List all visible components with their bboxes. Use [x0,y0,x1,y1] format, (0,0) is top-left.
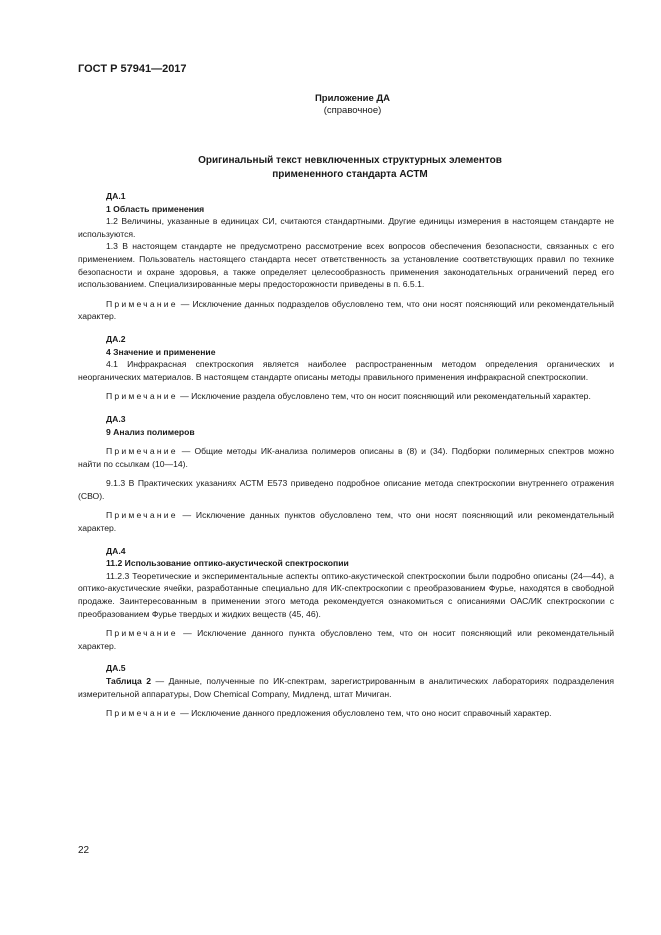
section-heading-da4: 11.2 Использование оптико-акустической спектроскопии [106,558,349,569]
document-title [80,154,620,182]
title-line-1: Оригинальный текст невключенных структурных элементов [198,155,502,166]
section-label-da3: ДА.3 [106,413,126,424]
note-word: Примечание [106,708,178,719]
note-da3-2 [78,509,614,534]
table-caption-text: — Данные, полученные по ИК-спектрам, зарегистрированным в аналитических лабораториях подразделения измерительной аппаратуры, Dow Chemical Company, Мидленд, штат Мичиган. [78,676,614,699]
note-word: Примечание [106,628,178,639]
note-text: — Исключение раздела обусловлено тем, что он носит поясняющий или рекомендательный характер. [177,391,591,402]
title-line-2: примененного стандарта АСТМ [272,169,428,180]
section-label-da2: ДА.2 [106,333,126,344]
note-da4 [78,627,614,652]
document-body [78,190,614,720]
section-label-da4: ДА.4 [106,545,126,556]
note-da5 [78,707,614,720]
note-da1 [78,298,614,323]
paragraph-table-2 [78,675,614,700]
note-text: — Исключение данного предложения обусловлено тем, что оно носит справочный характер. [177,708,552,719]
note-da2 [78,390,614,403]
note-word: Примечание [106,298,178,309]
note-da3-1 [78,445,614,470]
section-heading-da3: 9 Анализ полимеров [106,426,195,437]
note-text: — Общие методы ИК-анализа полимеров описаны в (8) и (34). Подборки полимерных спектров можно найти по ссылкам (10—14). [78,446,614,469]
section-heading-da2: 4 Значение и применение [106,346,216,357]
appendix-title: Приложение ДА [314,93,391,104]
standard-header: ГОСТ Р 57941—2017 [78,63,187,75]
section-heading-da1: 1 Область применения [106,203,205,214]
table-label: Таблица 2 [106,676,152,686]
paragraph-1-3: 1.3 В настоящем стандарте не предусмотрено рассмотрение всех вопросов обеспечения безопасности, связанных с его применением. Пользователь настоящего стандарта несет ответственность за установление соответствующих правил по технике безопасности и охране здоровья, а также определяет целесообразность применения законодательных ограничений перед его использованием. Специализированные меры предосторожности приведены в п. 6.5.1. [78,241,614,290]
section-label-da1: ДА.1 [106,191,126,201]
note-word: Примечание [106,446,178,457]
appendix-subtitle: (справочное) [323,105,382,116]
paragraph-9-1-3: 9.1.3 В Практических указаниях АСТМ Е573 приведено подробное описание метода спектроскопии внутреннего отражения (СВО). [78,478,614,501]
note-word: Примечание [106,391,178,402]
note-text: — Исключение данных подразделов обусловлено тем, что они носят поясняющий или рекомендательный характер. [78,298,614,322]
paragraph-1-2: 1.2 Величины, указанные в единицах СИ, считаются стандартными. Другие единицы измерения в настоящем стандарте не используются. [78,216,614,239]
paragraph-11-2-3: 11.2.3 Теоретические и экспериментальные аспекты оптико-акустической спектроскопии были подробно описаны (24—44), а оптико-акустические ячейки, разработанные специально для ИК-спектроскопии с преобразованием Фурье, находятся в свободной продаже. Заинтересованным в применении этого метода рекомендуется ознакомиться с описаниями ОАС/ИК спектроскопии с преобразованием Фурье твердых и жидких веществ (45, 46). [78,570,614,619]
note-word: Примечание [106,510,178,521]
note-text: — Исключение данного пункта обусловлено тем, что он носит поясняющий или рекомендательный характер. [78,628,614,651]
section-label-da5: ДА.5 [106,663,126,674]
note-text: — Исключение данных пунктов обусловлено тем, что они носят поясняющий или рекомендательный характер. [78,510,614,534]
page-number: 22 [78,845,90,856]
paragraph-4-1: 4.1 Инфракрасная спектроскопия является наиболее распространенным методом определения органических и неорганических материалов. В настоящем стандарте описаны методы правильного применения инфракрасной спектроскопии. [78,359,614,382]
